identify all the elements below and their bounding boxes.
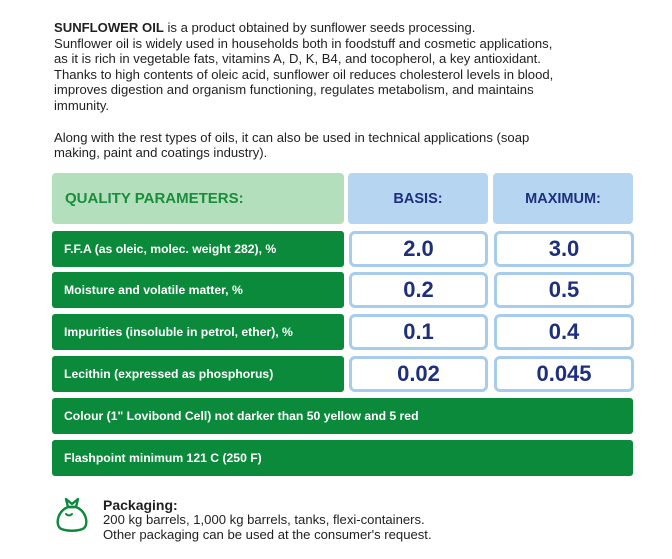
colour-note: Colour (1" Lovibond Cell) not darker than 50 yellow and 5 red — [52, 398, 633, 434]
intro-paragraph-2 — [54, 130, 644, 161]
packaging-info — [103, 498, 432, 542]
maximum-value-lecithin: 0.045 — [494, 356, 634, 392]
intro-line: as it is rich in vegetable fats, vitamins A, D, K, B4, and tocopherol, a key antioxidant. — [54, 51, 541, 67]
basis-value-ffa: 2.0 — [349, 231, 488, 267]
intro-line: making, paint and coatings industry). — [54, 145, 268, 161]
intro-text — [54, 20, 644, 161]
flashpoint-note: Flashpoint minimum 121 C (250 F) — [52, 440, 633, 476]
product-name: SUNFLOWER OIL — [54, 20, 164, 35]
maximum-value-ffa: 3.0 — [494, 231, 634, 267]
param-lecithin: Lecithin (expressed as phosphorus) — [52, 356, 344, 392]
quality-parameters-header: QUALITY PARAMETERS: — [52, 173, 344, 224]
intro-paragraph-1 — [54, 20, 644, 114]
maximum-header: MAXIMUM: — [493, 173, 633, 224]
packaging-line: 200 kg barrels, 1,000 kg barrels, tanks, flexi-containers. — [103, 511, 425, 527]
basis-value-lecithin: 0.02 — [349, 356, 488, 392]
intro-line: immunity. — [54, 97, 110, 113]
basis-value-impurities: 0.1 — [349, 314, 488, 350]
maximum-value-moisture: 0.5 — [494, 272, 634, 308]
packaging-title: Packaging: — [103, 497, 178, 513]
sack-icon — [54, 496, 90, 534]
param-ffa: F.F.A (as oleic, molec. weight 282), % — [52, 231, 344, 267]
param-impurities: Impurities (insoluble in petrol, ether), % — [52, 314, 344, 350]
maximum-value-impurities: 0.4 — [494, 314, 634, 350]
packaging-line: Other packaging can be used at the consumer's request. — [103, 526, 432, 542]
intro-line: Along with the rest types of oils, it can also be used in technical applications (soap — [54, 129, 530, 145]
basis-header: BASIS: — [348, 173, 488, 224]
basis-value-moisture: 0.2 — [349, 272, 488, 308]
intro-lead-text: is a product obtained by sunflower seeds processing. — [163, 20, 476, 35]
intro-line: Sunflower oil is widely used in households both in foodstuff and cosmetic applications, — [54, 35, 553, 51]
intro-line: improves digestion and organism functioning, regulates metabolism, and maintains — [54, 82, 534, 98]
param-moisture: Moisture and volatile matter, % — [52, 272, 344, 308]
intro-line: Thanks to high contents of oleic acid, sunflower oil reduces cholesterol levels in blood, — [54, 66, 554, 82]
